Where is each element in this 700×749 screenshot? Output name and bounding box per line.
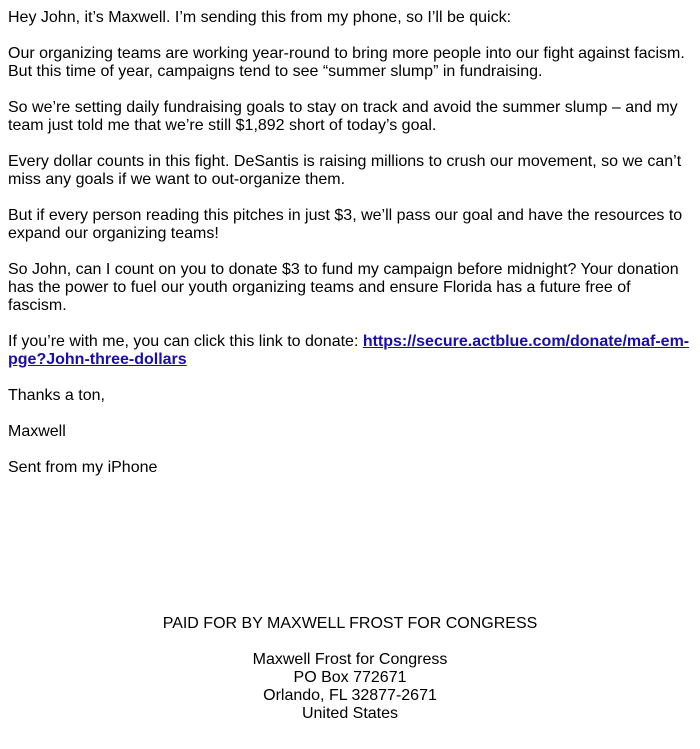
paragraph-donate-ask: So John, can I count on you to donate $3 to fund my campaign before midnight? Your donation has the power to fuel our youth organizing teams and ensure Florida has a future free of fascism. — [8, 261, 679, 314]
paragraph-every-dollar: Every dollar counts in this fight. DeSantis is raising millions to crush our movement, so we can’t miss any goals if we want to out-organize them. — [8, 153, 682, 188]
paragraph-pitch-in: But if every person reading this pitches in just $3, we’ll pass our goal and have the resources to expand our organizing teams! — [8, 207, 683, 242]
donate-paragraph — [8, 333, 692, 369]
signoff: Thanks a ton, — [8, 387, 105, 404]
po-box: PO Box 772671 — [293, 669, 407, 686]
sent-from-line: Sent from my iPhone — [8, 459, 158, 476]
donate-prompt: If you’re with me, you can click this link to donate: — [8, 333, 363, 350]
city-state-zip: Orlando, FL 32877-2671 — [263, 687, 437, 704]
paid-for-disclaimer: PAID FOR BY MAXWELL FROST FOR CONGRESS — [162, 615, 538, 632]
org-name: Maxwell Frost for Congress — [252, 651, 448, 668]
greeting: Hey John, it’s Maxwell. I’m sending this from my phone, so I’ll be quick: — [8, 9, 512, 26]
paragraph-daily-goals: So we’re setting daily fundraising goals to stay on track and avoid the summer slump – and my team just told me that we’re still $1,892 short of today’s goal. — [8, 99, 678, 134]
email-body — [8, 9, 692, 495]
email-footer — [0, 615, 700, 723]
country: United States — [301, 705, 399, 722]
paragraph-organizing-teams: Our organizing teams are working year-round to bring more people into our fight against facism. But this time of year, campaigns tend to see “summer slump” in fundraising. — [8, 45, 685, 80]
mailing-address — [0, 651, 700, 723]
donate-link[interactable]: https://secure.actblue.com/donate/maf-em-pge?John-three-dollars — [8, 333, 690, 368]
signature: Maxwell — [8, 423, 66, 440]
